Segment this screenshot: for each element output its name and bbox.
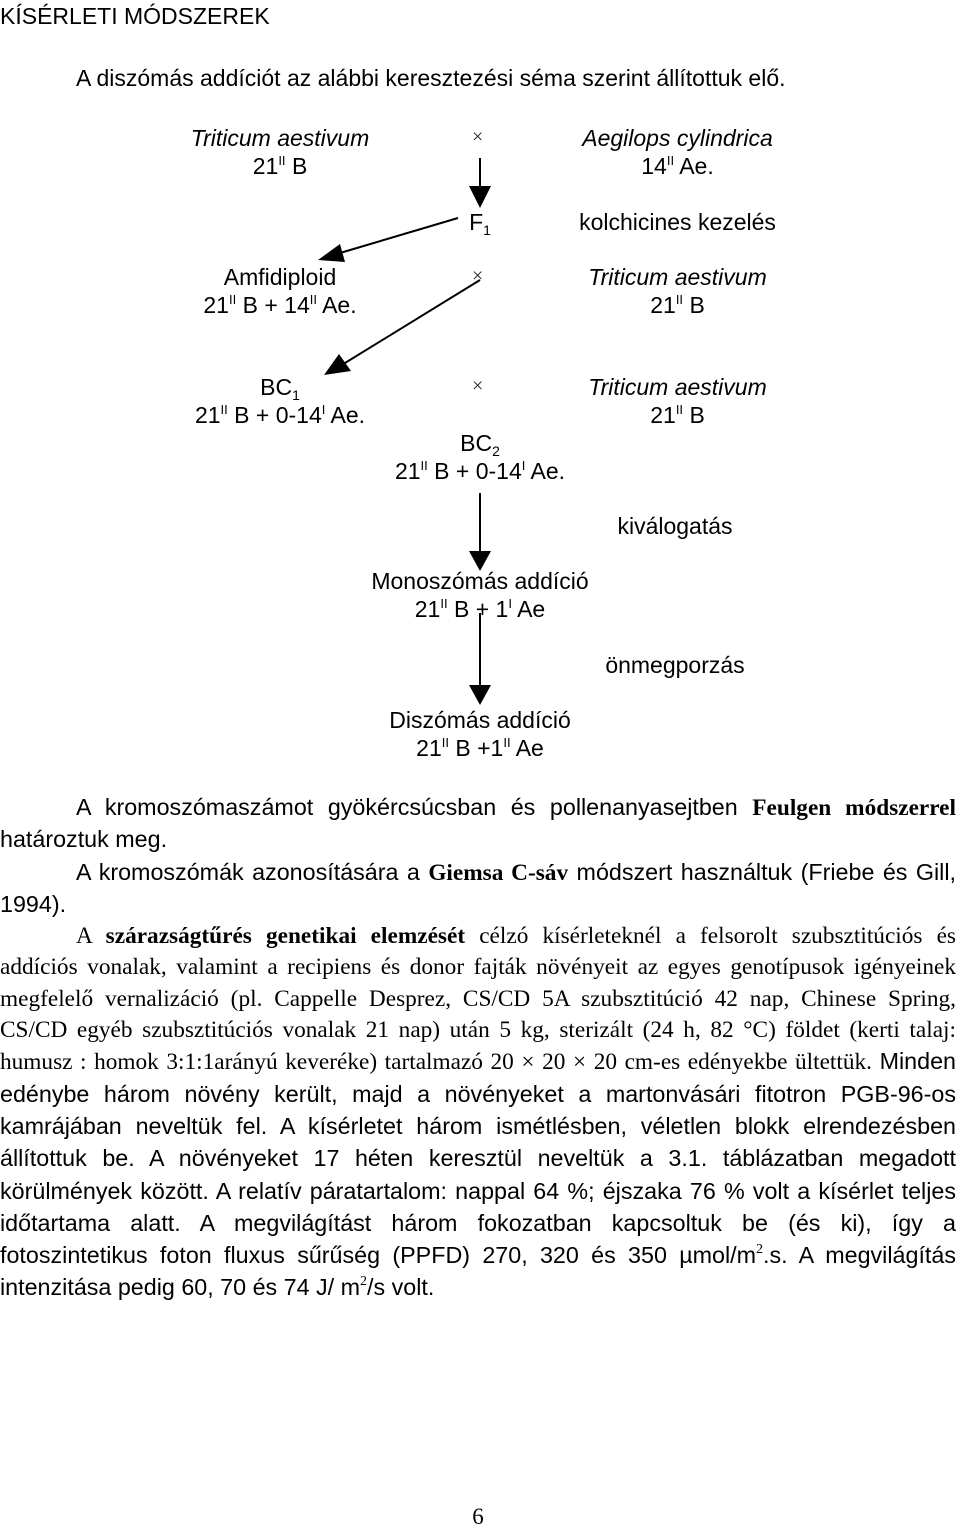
- bc1-genome: $21^{II}$ $B + 0-14^I$ Ae.: [194, 402, 366, 428]
- amphidiploid-genome: $21^{II}$ $B + 14^{II}$ Ae.: [203, 292, 357, 318]
- parent1-species: Triticum aestivum: [190, 125, 370, 151]
- backcross-parent-species-2: Triticum aestivum: [588, 374, 767, 400]
- cross-symbol-1: ×: [472, 126, 484, 148]
- arrow-to-amphidiploid: [340, 218, 458, 253]
- monosomic-addition-genome: $21^{II}$ $B + 1^I$ Ae: [414, 596, 546, 622]
- backcross-parent-genome-2: $21^{II}$ B: [650, 402, 705, 428]
- section-heading: KÍSÉRLETI MÓDSZEREK: [0, 3, 270, 29]
- self-pollination-label: önmegporzás: [605, 652, 745, 678]
- parent2-genome: $14^{II}$ Ae.: [641, 153, 714, 179]
- arrowhead-bc1: [324, 354, 351, 375]
- f1-label: $F_1$: [469, 209, 491, 238]
- arrowhead-f1: [469, 186, 491, 208]
- parent2-species: Aegilops cylindrica: [582, 125, 773, 151]
- cross-symbol-3: ×: [472, 375, 484, 397]
- parent1-genome: $21^{II}$ B: [252, 153, 308, 179]
- backcross-parent-species-1: Triticum aestivum: [588, 264, 767, 290]
- paragraph-giemsa: A kromoszómák azonosítására a Giemsa C-sáv módszert használtuk (Friebe és Gill, 1994).: [0, 858, 957, 917]
- paragraph-drought-tolerance: A szárazságtűrés genetikai elemzését célzó kísérleteknél a felsorolt szubsztitúciós és addíciós vonalak, valamint a recipiens és donor fajták növényeit az egyes genotípusok igényeinek megfelelő vernalizáció (pl. Cappelle Desprez, CS/CD 5A szubsztitúció 42 nap, Chinese Spring, CS/CD egyéb szubsztitúciós vonalak 21 nap) után 5 kg, sterizált (24 h, 82 °C) földet (kerti talaj: humusz : homok 3:1:1arányú keveréke) tartalmazó 20 × 20 × 20 cm-es edényekbe ültettük. Minden edénybe három növény került, majd a növényeket a martonvásári fitotron PGB-96-os kamrájában neveltük fel. A kísérletet három ismétlésben, véletlen blokk elrendezésben állítottuk be. A növényeket 17 héten keresztül neveltük a 3.1. táblázatban megadott körülmények között. A relatív páratartalom: nappal 64 %; éjszaka 76 % volt a kísérlet teljes időtartama alatt. A megvilágítást három fokozatban kapcsoltuk be (és ki), így a fotoszintetikus foton fluxus sűrűség (PPFD) 270, 320 és 350 µmol/$m^2.s$. A megvilágítás intenzitása pedig 60, 70 és 74 J/ $m^2/s$ volt.: [0, 923, 956, 1301]
- cross-symbol-2: ×: [472, 265, 484, 287]
- bc2-label: $BC_2$: [460, 430, 500, 459]
- bc2-genome: $21^{II}$ $B + 0-14^I$ Ae.: [394, 458, 566, 484]
- disomic-addition-genome: $21^{II}$ $B +1^{II}$ Ae: [416, 735, 544, 761]
- colchicine-treatment-label: kolchicines kezelés: [579, 209, 776, 235]
- arrowhead-amphidiploid: [318, 244, 345, 262]
- backcross-parent-genome-1: $21^{II}$ B: [650, 292, 705, 318]
- paragraph-chromosome-count: A kromoszómaszámot gyökércsúcsban és pollenanyasejtben Feulgen módszerrel határoztuk meg.: [0, 794, 956, 853]
- arrowhead-disomic: [469, 685, 491, 705]
- intro-sentence: A diszómás addíciót az alábbi keresztezési séma szerint állítottuk elő.: [76, 65, 786, 91]
- page-number: 6: [472, 1504, 484, 1529]
- amphidiploid-label: Amfidiploid: [223, 264, 337, 290]
- bc1-label: $BC_1$: [260, 374, 300, 403]
- methods-body-text: [0, 792, 956, 1305]
- monosomic-addition-label: Monoszómás addíció: [371, 568, 589, 594]
- selection-label: kiválogatás: [617, 513, 733, 539]
- disomic-addition-label: Diszómás addíció: [389, 707, 571, 733]
